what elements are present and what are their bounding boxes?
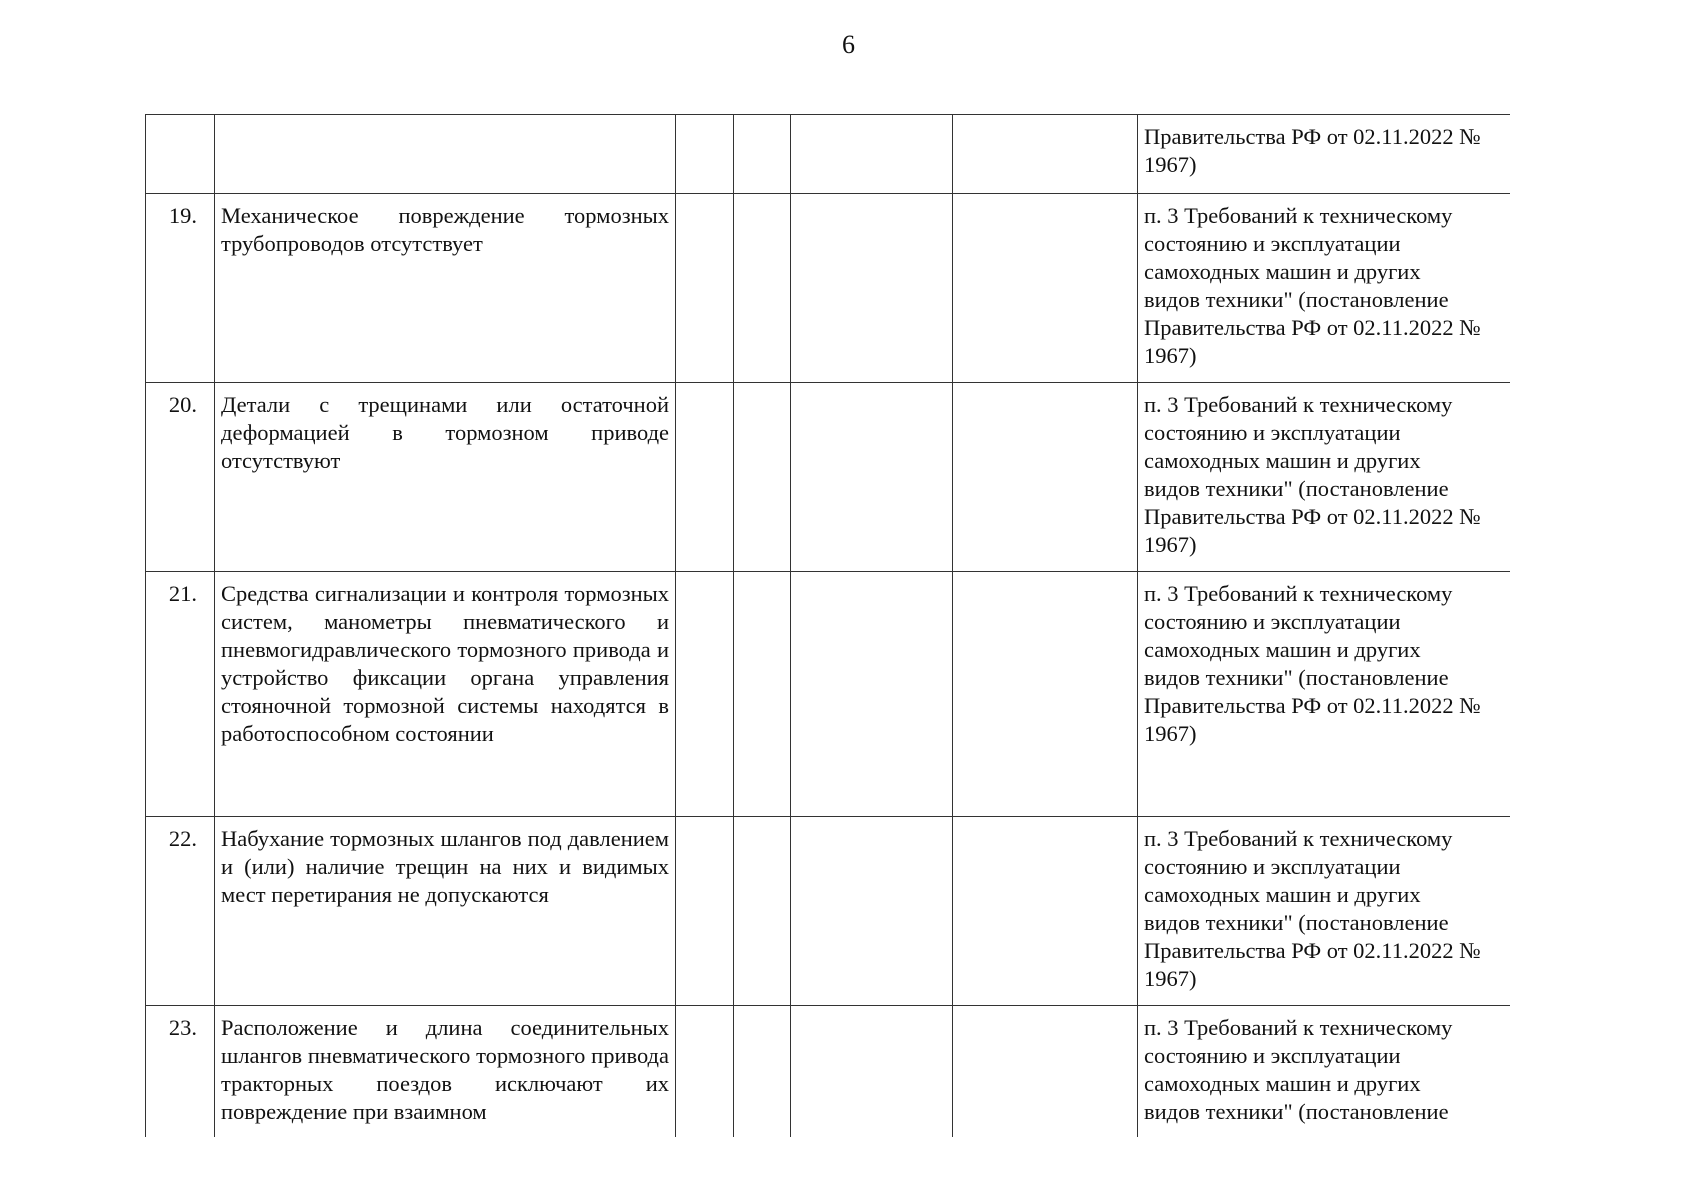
answer-yes-cell [676,817,734,1006]
row-number: 23. [146,1006,215,1138]
requirement-description: Детали с трещинами или остаточной деформацией в тормозном приводе отсутствуют [215,383,676,572]
table-row [146,572,1511,817]
answer-not-applicable-cell [791,817,953,1006]
answer-not-applicable-cell [791,1006,953,1138]
row-number: 19. [146,194,215,383]
answer-no-cell [734,817,791,1006]
note-cell [953,383,1138,572]
answer-no-cell [734,572,791,817]
requirement-description: Набухание тормозных шлангов под давлением и (или) наличие трещин на них и видимых мест перетирания не допускаются [215,817,676,1006]
table-row [146,115,1511,194]
answer-not-applicable-cell [791,115,953,194]
note-cell [953,115,1138,194]
legal-reference: п. 3 Требований к техническому состоянию и эксплуатации самоходных машин и других видов техники" (постановление Правительства РФ от 02.11.2022 № 1967) [1138,817,1511,1006]
requirement-description [215,115,676,194]
requirement-description: Средства сигнализации и контроля тормозных систем, манометры пневматического и пневмогидравлического тормозного привода и устройство фиксации органа управления стояночной тормозной системы находятся в работоспособном состоянии [215,572,676,817]
answer-no-cell [734,194,791,383]
table-row [146,194,1511,383]
table-row [146,383,1511,572]
answer-no-cell [734,383,791,572]
answer-yes-cell [676,115,734,194]
answer-no-cell [734,115,791,194]
note-cell [953,194,1138,383]
note-cell [953,1006,1138,1138]
answer-no-cell [734,1006,791,1138]
note-cell [953,817,1138,1006]
table-row [146,817,1511,1006]
answer-not-applicable-cell [791,572,953,817]
checklist-table-container [145,114,1510,1137]
legal-reference: п. 3 Требований к техническому состоянию и эксплуатации самоходных машин и других видов техники" (постановление Правительства РФ от 02.11.2022 № 1967) [1138,383,1511,572]
row-number: 21. [146,572,215,817]
answer-not-applicable-cell [791,383,953,572]
row-number: 22. [146,817,215,1006]
legal-reference: п. 3 Требований к техническому состоянию и эксплуатации самоходных машин и других видов техники" (постановление [1138,1006,1511,1138]
legal-reference: п. 3 Требований к техническому состоянию и эксплуатации самоходных машин и других видов техники" (постановление Правительства РФ от 02.11.2022 № 1967) [1138,572,1511,817]
note-cell [953,572,1138,817]
answer-yes-cell [676,194,734,383]
requirement-description: Механическое повреждение тормозных трубопроводов отсутствует [215,194,676,383]
table-row [146,1006,1511,1138]
requirement-description: Расположение и длина соединительных шлангов пневматического тормозного привода тракторных поездов исключают их повреждение при взаимном [215,1006,676,1138]
legal-reference: п. 3 Требований к техническому состоянию и эксплуатации самоходных машин и других видов техники" (постановление Правительства РФ от 02.11.2022 № 1967) [1138,194,1511,383]
page-number: 6 [842,30,855,59]
answer-not-applicable-cell [791,194,953,383]
legal-reference: Правительства РФ от 02.11.2022 № 1967) [1138,115,1511,194]
answer-yes-cell [676,1006,734,1138]
checklist-table [145,114,1510,1137]
answer-yes-cell [676,383,734,572]
answer-yes-cell [676,572,734,817]
row-number: 20. [146,383,215,572]
row-number [146,115,215,194]
